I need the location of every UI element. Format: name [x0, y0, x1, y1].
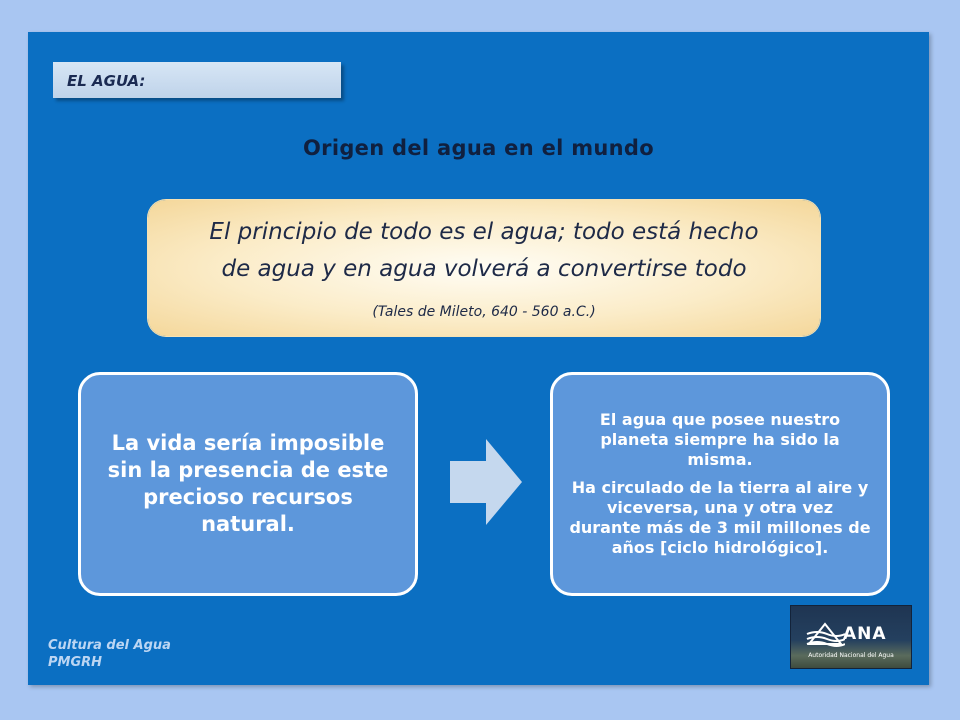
quote-source: (Tales de Mileto, 640 - 560 a.C.): [372, 304, 596, 320]
quote-text: [158, 214, 810, 288]
logo-subtitle: Autoridad Nacional del Agua: [808, 652, 894, 659]
section-tab: [53, 62, 341, 98]
ana-logo-mark-icon: [805, 620, 845, 648]
right-text-box: [550, 372, 890, 596]
left-box-text: La vida sería imposible sin la presencia de este precioso recursos natural.: [107, 431, 389, 536]
right-arrow-icon: [450, 439, 522, 525]
logo-name: ANA: [843, 624, 887, 644]
quote-box: [148, 200, 820, 336]
left-text-box: [78, 372, 418, 596]
footer-line-2: PMGRH: [48, 655, 103, 670]
quote-line-2: de agua y en agua volverá a convertirse todo: [221, 256, 747, 282]
right-box-paragraph-2: Ha circulado de la tierra al aire y viceversa, una y otra vez durante más de 3 mil millones de años [ciclo hidrológico].: [569, 478, 871, 557]
footer: [48, 637, 171, 671]
right-box-paragraph-1: El agua que posee nuestro planeta siempre ha sido la misma.: [599, 410, 841, 469]
ana-logo: [790, 605, 912, 669]
footer-line-1: Cultura del Agua: [48, 638, 171, 653]
page-title: Origen del agua en el mundo: [303, 136, 654, 160]
section-label: EL AGUA:: [67, 72, 146, 90]
quote-line-1: El principio de todo es el agua; todo está hecho: [209, 219, 759, 245]
slide: [28, 32, 929, 685]
